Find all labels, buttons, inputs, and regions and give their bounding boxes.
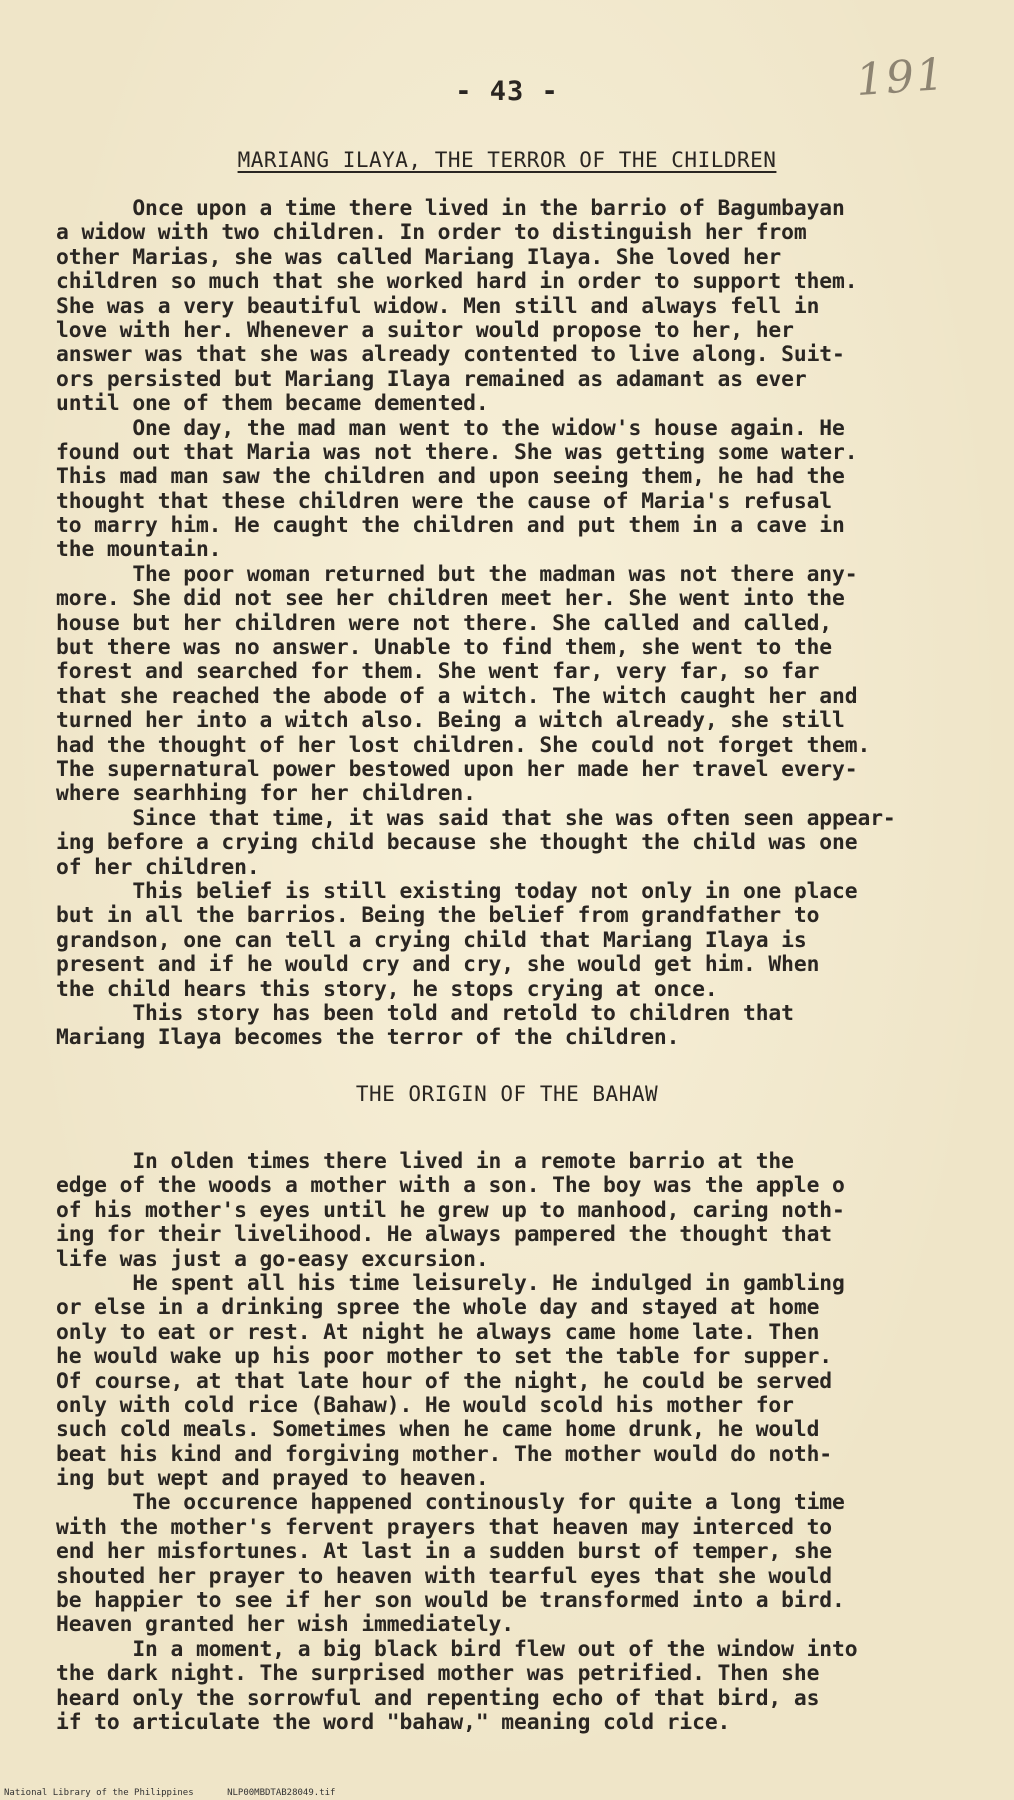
text-line: only with cold rice (Bahaw). He would scold his mother for: [56, 1392, 794, 1418]
handwritten-folio-number: 191: [854, 48, 948, 107]
text-line: This story has been told and retold to children that: [56, 1000, 794, 1026]
text-line: ing before a crying child because she thought the child was one: [56, 830, 858, 856]
text-line: The poor woman returned but the madman was not there any-: [56, 561, 858, 587]
story-body-mariang-ilaya: [56, 197, 976, 1051]
scan-filename: NLP00MBDTAB28049.tif: [227, 1788, 336, 1798]
text-line: that she reached the abode of a witch. The witch caught her and: [56, 683, 858, 709]
text-line: be happier to see if her son would be transformed into a bird.: [56, 1588, 845, 1614]
text-line: if to articulate the word "bahaw," meaning cold rice.: [56, 1709, 731, 1735]
text-line: or else in a drinking spree the whole day and stayed at home: [56, 1295, 820, 1321]
text-line: In a moment, a big black bird flew out of the window into: [56, 1636, 858, 1662]
text-line: the mountain.: [56, 537, 222, 563]
text-line: heard only the sorrowful and repenting echo of that bird, as: [56, 1685, 820, 1711]
text-line: present and if he would cry and cry, she would get him. When: [56, 952, 820, 978]
text-line: he would wake up his poor mother to set the table for supper.: [56, 1344, 833, 1370]
text-line: house but her children were not there. She called and called,: [56, 610, 833, 636]
text-line: the dark night. The surprised mother was petrified. Then she: [56, 1661, 820, 1687]
text-line: found out that Maria was not there. She was getting some water.: [56, 439, 858, 465]
text-line: turned her into a witch also. Being a witch already, she still: [56, 708, 845, 734]
text-line: answer was that she was already contented to live along. Suit-: [56, 342, 845, 368]
text-line: such cold meals. Sometimes when he came home drunk, he would: [56, 1417, 820, 1443]
text-line: Since that time, it was said that she was often seen appear-: [56, 805, 896, 831]
text-line: where searhhing for her children.: [56, 781, 476, 807]
text-line: Mariang Ilaya becomes the terror of the children.: [56, 1025, 680, 1051]
text-line: only to eat or rest. At night he always came home late. Then: [56, 1319, 820, 1345]
text-line: thought that these children were the cause of Maria's refusal: [56, 488, 833, 514]
text-line: ing but wept and prayed to heaven.: [56, 1466, 489, 1492]
text-line: The supernatural power bestowed upon her made her travel every-: [56, 756, 858, 782]
page-number: - 43 -: [455, 76, 559, 107]
text-line: until one of them became demented.: [56, 391, 489, 417]
text-line: The occurence happened continously for quite a long time: [56, 1490, 845, 1516]
text-line: but there was no answer. Unable to find them, she went to the: [56, 635, 833, 661]
text-line: of his mother's eyes until he grew up to manhood, caring noth-: [56, 1197, 845, 1223]
text-line: Heaven granted her wish immediately.: [56, 1612, 514, 1638]
scan-footer: [4, 1788, 363, 1798]
text-line: Once upon a time there lived in the barrio of Bagumbayan: [56, 196, 845, 221]
text-line: Of course, at that late hour of the night, he could be served: [56, 1368, 833, 1394]
text-line: had the thought of her lost children. She could not forget them.: [56, 732, 871, 758]
story-body-bahaw: [56, 1150, 976, 1735]
text-line: with the mother's fervent prayers that heaven may interced to: [56, 1514, 833, 1540]
text-line: grandson, one can tell a crying child that Mariang Ilaya is: [56, 927, 807, 953]
text-line: a widow with two children. In order to distinguish her from: [56, 220, 807, 246]
text-line: other Marias, she was called Mariang Ilaya. She loved her: [56, 244, 782, 270]
text-line: One day, the mad man went to the widow's house again. He: [56, 415, 845, 441]
text-line: ing for their livelihood. He always pampered the thought that: [56, 1222, 833, 1248]
story-title-mariang-ilaya: MARIANG ILAYA, THE TERROR OF THE CHILDREN: [237, 148, 777, 172]
text-line: the child hears this story, he stops crying at once.: [56, 976, 718, 1002]
text-line: edge of the woods a mother with a son. The boy was the apple o: [56, 1173, 845, 1199]
text-line: end her misfortunes. At last in a sudden burst of temper, she: [56, 1539, 833, 1565]
text-line: of her children.: [56, 854, 260, 880]
text-line: life was just a go-easy excursion.: [56, 1246, 489, 1272]
text-line: He spent all his time leisurely. He indulged in gambling: [56, 1270, 845, 1296]
text-line: beat his kind and forgiving mother. The mother would do noth-: [56, 1441, 833, 1467]
story-title-bahaw: THE ORIGIN OF THE BAHAW: [355, 1082, 659, 1106]
text-line: She was a very beautiful widow. Men still and always fell in: [56, 293, 820, 319]
text-line: shouted her prayer to heaven with tearful eyes that she would: [56, 1563, 833, 1589]
text-line: This mad man saw the children and upon seeing them, he had the: [56, 464, 845, 490]
text-line: forest and searched for them. She went far, very far, so far: [56, 659, 820, 685]
text-line: children so much that she worked hard in order to support them.: [56, 269, 858, 295]
text-line: ors persisted but Mariang Ilaya remained as adamant as ever: [56, 366, 807, 392]
text-line: This belief is still existing today not only in one place: [56, 878, 858, 904]
text-line: to marry him. He caught the children and put them in a cave in: [56, 513, 845, 539]
library-credit: National Library of the Philippines: [4, 1788, 194, 1798]
text-line: love with her. Whenever a suitor would propose to her, her: [56, 317, 794, 343]
text-line: but in all the barrios. Being the belief from grandfather to: [56, 903, 820, 929]
text-line: In olden times there lived in a remote barrio at the: [56, 1149, 794, 1174]
text-line: more. She did not see her children meet her. She went into the: [56, 586, 845, 612]
